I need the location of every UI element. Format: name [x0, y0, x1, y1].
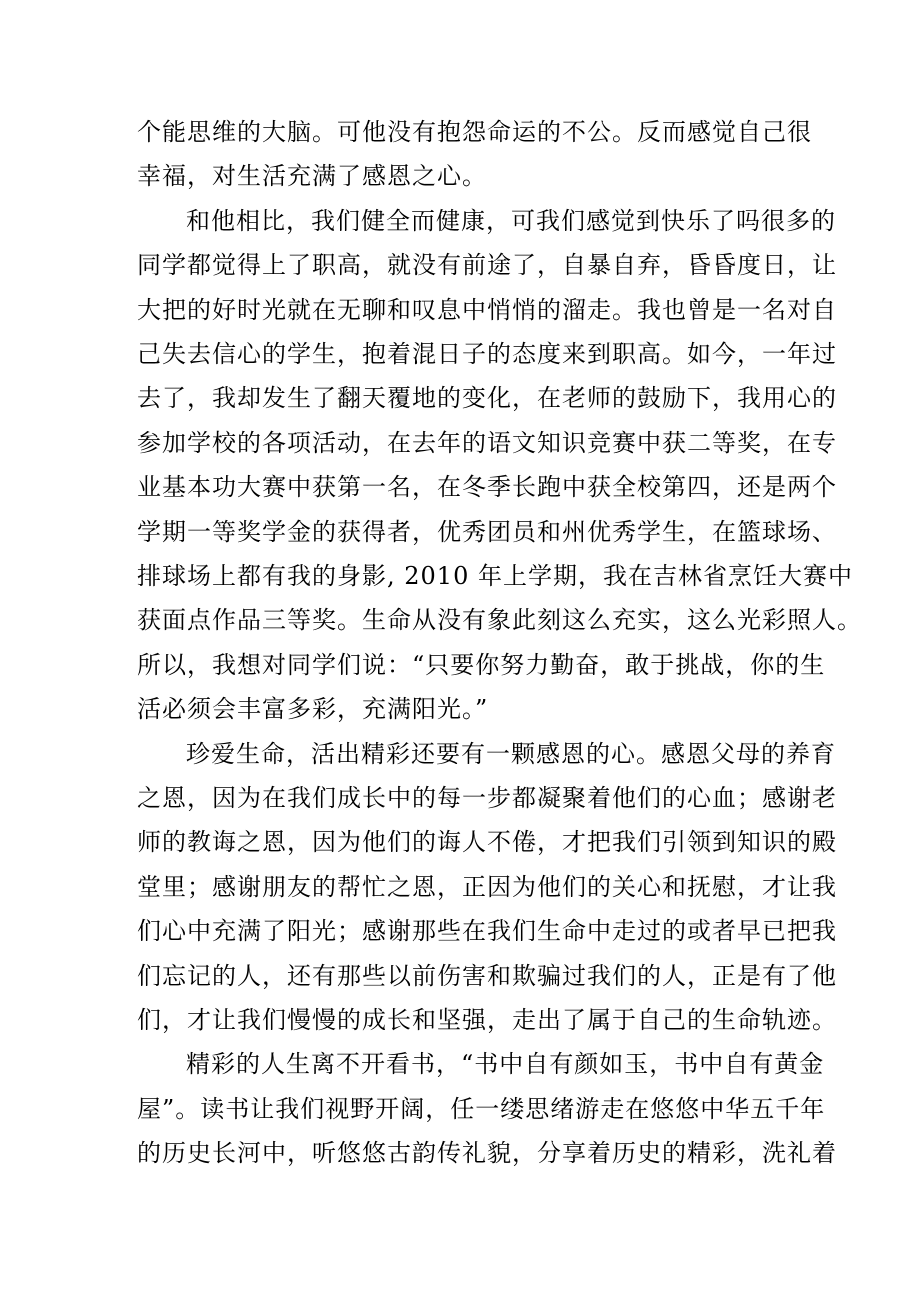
text-line: 参加学校的各项活动，在去年的语文知识竞赛中获二等奖，在专	[137, 429, 837, 457]
text-line: 珍爱生命，活出精彩还要有一颗感恩的心。感恩父母的养育	[186, 740, 836, 768]
text-line: 屋”。读书让我们视野开阔，任一缕思绪游走在悠悠中华五千年	[137, 1095, 826, 1123]
text-line: 所以，我想对同学们说：“只要你努力勤奋，敢于挑战，你的生	[137, 651, 826, 679]
text-line: 们，才让我们慢慢的成长和坚强，走出了属于自己的生命轨迹。	[137, 1006, 837, 1034]
text-line: 己失去信心的学生，抱着混日子的态度来到职高。如今，一年过	[137, 340, 837, 368]
text-line: 个能思维的大脑。可他没有抱怨命运的不公。反而感觉自己很	[137, 118, 812, 146]
text-line: 活必须会丰富多彩，充满阳光。”	[137, 695, 489, 723]
text-line: 同学都觉得上了职高，就没有前途了，自暴自弃，昏昏度日，让	[137, 251, 837, 279]
text-line: 的历史长河中，听悠悠古韵传礼貌，分享着历史的精彩，洗礼着	[137, 1139, 837, 1167]
text-line: 大把的好时光就在无聊和叹息中悄悄的溜走。我也曾是一名对自	[137, 296, 837, 324]
text-line: 们心中充满了阳光；感谢那些在我们生命中走过的或者早已把我	[137, 917, 837, 945]
text-line: 和他相比，我们健全而健康，可我们感觉到快乐了吗很多的	[186, 207, 836, 235]
text-line: 业基本功大赛中获第一名，在冬季长跑中获全校第四，还是两个	[137, 473, 837, 501]
text-line: 学期一等奖学金的获得者，优秀团员和州优秀学生，在篮球场、	[137, 518, 837, 546]
text-line: 去了，我却发生了翻天覆地的变化，在老师的鼓励下，我用心的	[137, 384, 837, 412]
text-line: 之恩，因为在我们成长中的每一步都凝聚着他们的心血；感谢老	[137, 784, 837, 812]
text-line: 精彩的人生离不开看书，“书中自有颜如玉，书中自有黄金	[186, 1050, 825, 1078]
text-line: 获面点作品三等奖。生命从没有象此刻这么充实，这么光彩照人。	[137, 606, 862, 634]
text-line: 师的教诲之恩，因为他们的诲人不倦，才把我们引领到知识的殿	[137, 828, 837, 856]
text-line: 幸福，对生活充满了感恩之心。	[137, 162, 487, 190]
text-line: 排球场上都有我的身影, 2010 年上学期，我在吉林省烹饪大赛中	[137, 562, 853, 590]
text-line: 堂里；感谢朋友的帮忙之恩，正因为他们的关心和抚慰，才让我	[137, 873, 837, 901]
text-line: 们忘记的人，还有那些以前伤害和欺骗过我们的人，正是有了他	[137, 962, 837, 990]
